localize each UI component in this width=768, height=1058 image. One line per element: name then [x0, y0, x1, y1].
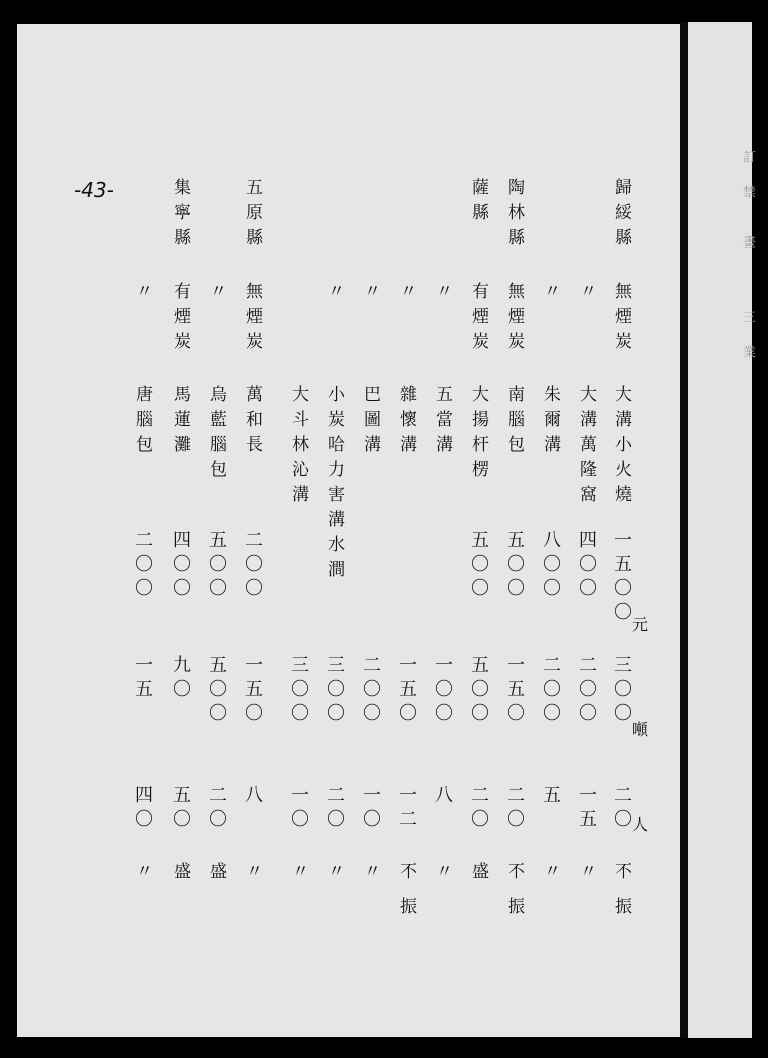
cell-status: 〃 — [132, 862, 152, 887]
unit-yuan: 元 — [632, 615, 649, 634]
cell-mine: 唐腦包 — [132, 385, 152, 460]
cell-capital: 四〇〇 — [170, 530, 191, 602]
cell-workers: 一二 — [396, 785, 417, 833]
cell-mine: 大溝小火燒 — [611, 385, 631, 510]
cell-output: 一五〇 — [396, 655, 417, 727]
cell-mine: 萬和長 — [242, 385, 262, 460]
cell-capital: 一五〇〇 — [611, 530, 632, 626]
cell-type: 無煙炭 — [504, 282, 524, 357]
cell-status: 〃 — [576, 862, 596, 887]
book-spine — [680, 22, 688, 1038]
cell-type: 無煙炭 — [611, 282, 631, 357]
facing-page-edge — [688, 22, 752, 1038]
cell-mine: 馬蓮灘 — [170, 385, 190, 460]
cell-output: 三〇〇 — [288, 655, 309, 727]
cell-workers: 五〇 — [170, 785, 191, 833]
cell-capital: 五〇〇 — [504, 530, 525, 602]
cell-mine: 大溝萬隆窩 — [576, 385, 596, 510]
cell-type: 〃 — [360, 282, 380, 307]
cell-status: 不振 — [504, 862, 524, 932]
cell-type: 〃 — [396, 282, 416, 307]
cell-county: 歸綏縣 — [611, 178, 631, 253]
cell-workers: 一〇 — [288, 785, 309, 833]
cell-workers: 一五 — [576, 785, 597, 833]
cell-mine: 巴圖溝 — [360, 385, 380, 460]
cell-status: 〃 — [540, 862, 560, 887]
cell-workers: 二〇 — [206, 785, 227, 833]
cell-type: 〃 — [206, 282, 226, 307]
cell-type: 〃 — [132, 282, 152, 307]
cell-workers: 二〇 — [504, 785, 525, 833]
cell-output: 三〇〇 — [611, 655, 632, 727]
bleed-through-mark: 訂 — [740, 150, 755, 163]
cell-mine: 大揚杆楞 — [468, 385, 488, 485]
cell-type: 〃 — [432, 282, 452, 307]
cell-output: 二〇〇 — [540, 655, 561, 727]
cell-county: 五原縣 — [242, 178, 262, 253]
cell-capital: 五〇〇 — [468, 530, 489, 602]
cell-status: 〃 — [324, 862, 344, 887]
cell-output: 九〇 — [170, 655, 191, 703]
cell-capital: 五〇〇 — [206, 530, 227, 602]
cell-workers: 八 — [242, 785, 263, 809]
bleed-through-mark: 三 — [740, 310, 755, 323]
cell-workers: 二〇 — [611, 785, 632, 833]
page-number: -43- — [74, 178, 114, 202]
cell-status: 盛 — [206, 862, 226, 887]
cell-status: 不振 — [396, 862, 416, 932]
cell-output: 二〇〇 — [576, 655, 597, 727]
cell-workers: 二〇 — [324, 785, 345, 833]
cell-county: 陶林縣 — [504, 178, 524, 253]
cell-status: 〃 — [432, 862, 452, 887]
cell-mine: 大斗林沁溝 — [288, 385, 308, 510]
cell-status: 〃 — [288, 862, 308, 887]
cell-type: 無煙炭 — [242, 282, 262, 357]
cell-workers: 五 — [540, 785, 561, 809]
cell-county: 薩縣 — [468, 178, 488, 228]
cell-type: 〃 — [576, 282, 596, 307]
cell-mine: 小炭哈力害溝水澗 — [324, 385, 344, 585]
bleed-through-mark: 業 — [740, 345, 755, 358]
cell-workers: 八 — [432, 785, 453, 809]
cell-mine: 南腦包 — [504, 385, 524, 460]
bleed-through-mark: 畫 — [740, 235, 755, 248]
cell-status: 盛 — [170, 862, 190, 887]
cell-capital: 二〇〇 — [132, 530, 153, 602]
cell-mine: 烏藍腦包 — [206, 385, 226, 485]
cell-type: 有煙炭 — [468, 282, 488, 357]
cell-capital: 八〇〇 — [540, 530, 561, 602]
cell-workers: 二〇 — [468, 785, 489, 833]
cell-output: 三〇〇 — [324, 655, 345, 727]
cell-type: 〃 — [540, 282, 560, 307]
cell-output: 一五 — [132, 655, 153, 703]
cell-status: 不振 — [611, 862, 631, 932]
cell-capital: 二〇〇 — [242, 530, 263, 602]
unit-ton: 噸 — [632, 720, 649, 739]
cell-output: 一〇〇 — [432, 655, 453, 727]
cell-status: 〃 — [242, 862, 262, 887]
cell-county: 集寧縣 — [170, 178, 190, 253]
cell-output: 一五〇 — [242, 655, 263, 727]
unit-people: 人 — [632, 815, 649, 834]
cell-status: 〃 — [360, 862, 380, 887]
cell-output: 五〇〇 — [206, 655, 227, 727]
cell-capital: 四〇〇 — [576, 530, 597, 602]
cell-output: 一五〇 — [504, 655, 525, 727]
cell-mine: 朱爾溝 — [540, 385, 560, 460]
cell-mine: 五當溝 — [432, 385, 452, 460]
cell-output: 二〇〇 — [360, 655, 381, 727]
bleed-through-mark: 禁 — [740, 185, 755, 198]
cell-type: 有煙炭 — [170, 282, 190, 357]
cell-mine: 雜懷溝 — [396, 385, 416, 460]
cell-workers: 四〇 — [132, 785, 153, 833]
cell-workers: 一〇 — [360, 785, 381, 833]
cell-output: 五〇〇 — [468, 655, 489, 727]
cell-type: 〃 — [324, 282, 344, 307]
cell-status: 盛 — [468, 862, 488, 887]
